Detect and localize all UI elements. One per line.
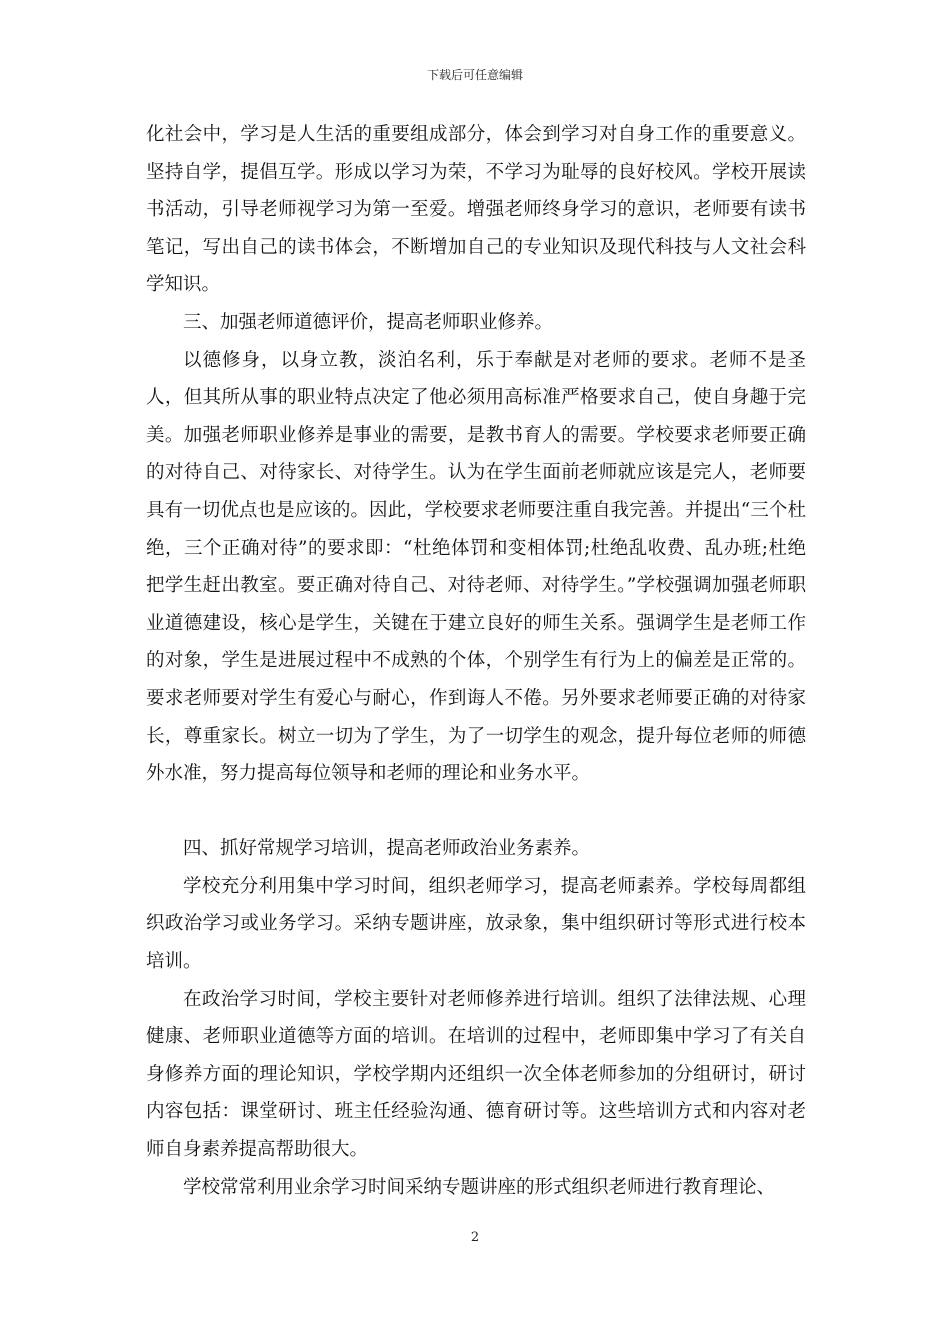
paragraph-continuation: 化社会中，学习是人生活的重要组成部分，体会到学习对自身工作的重要意义。坚持自学，提倡互学。形成以学习为荣，不学习为耻辱的良好校风。学校开展读书活动，引导老师视学习为第一至爱。增强老师终身学习的意识，老师要有读书笔记，写出自己的读书体会，不断增加自己的专业知识及现代科技与人文社会科学知识。 [146,124,806,296]
paragraph-lectures: 学校常常利用业余学习时间采纳专题讲座的形式组织老师进行教育理论、 [183,1176,776,1198]
page-header: 下载后可任意编辑 [426,68,523,82]
paragraph-training: 学校充分利用集中学习时间，组织老师学习，提高老师素养。学校每周都组织政治学习或业务学习。采纳专题讲座，放录象，集中组织研讨等形式进行校本培训。 [146,875,806,973]
blank-line [146,793,806,831]
paragraph-ethics: 以德修身，以身立教，淡泊名利，乐于奉献是对老师的要求。老师不是圣人，但其所从事的职业特点决定了他必须用高标准严格要求自己，使自身趣于完美。加强老师职业修养是事业的需要，是教书育人的需要。学校要求老师要正确的对待自己、对待家长、对待学生。认为在学生面前老师就应该是完人，老师要具有一切优点也是应该的。因此，学校要求老师要注重自我完善。并提出“三个杜绝，三个正确对待”的要求即：“杜绝体罚和变相体罚;杜绝乱收费、乱办班;杜绝把学生赶出教室。要正确对待自己、对待老师、对待学生。”学校强调加强老师职业道德建设，核心是学生，关键在于建立良好的师生关系。强调学生是老师工作的对象，学生是进展过程中不成熟的个体，个别学生有行为上的偏差是正常的。要求老师要对学生有爱心与耐心，作到诲人不倦。另外要求老师要正确的对待家长，尊重家长。树立一切为了学生，为了一切学生的观念，提升每位老师的师德外水准，努力提高每位领导和老师的理论和业务水平。 [146,349,806,785]
section-heading-3: 三、加强老师道德评价，提高老师职业修养。 [183,311,554,333]
document-body [146,116,806,1206]
page-number: 2 [470,1230,480,1245]
paragraph-political-study: 在政治学习时间，学校主要针对老师修养进行培训。组织了法律法规、心理健康、老师职业道德等方面的培训。在培训的过程中，老师即集中学习了有关自身修养方面的理论知识，学校学期内还组织一次全体老师参加的分组研讨，研讨内容包括：课堂研讨、班主任经验沟通、德育研讨等。这些培训方式和内容对老师自身素养提高帮助很大。 [146,988,806,1161]
section-heading-4: 四、抓好常规学习培训，提高老师政治业务素养。 [183,838,591,860]
